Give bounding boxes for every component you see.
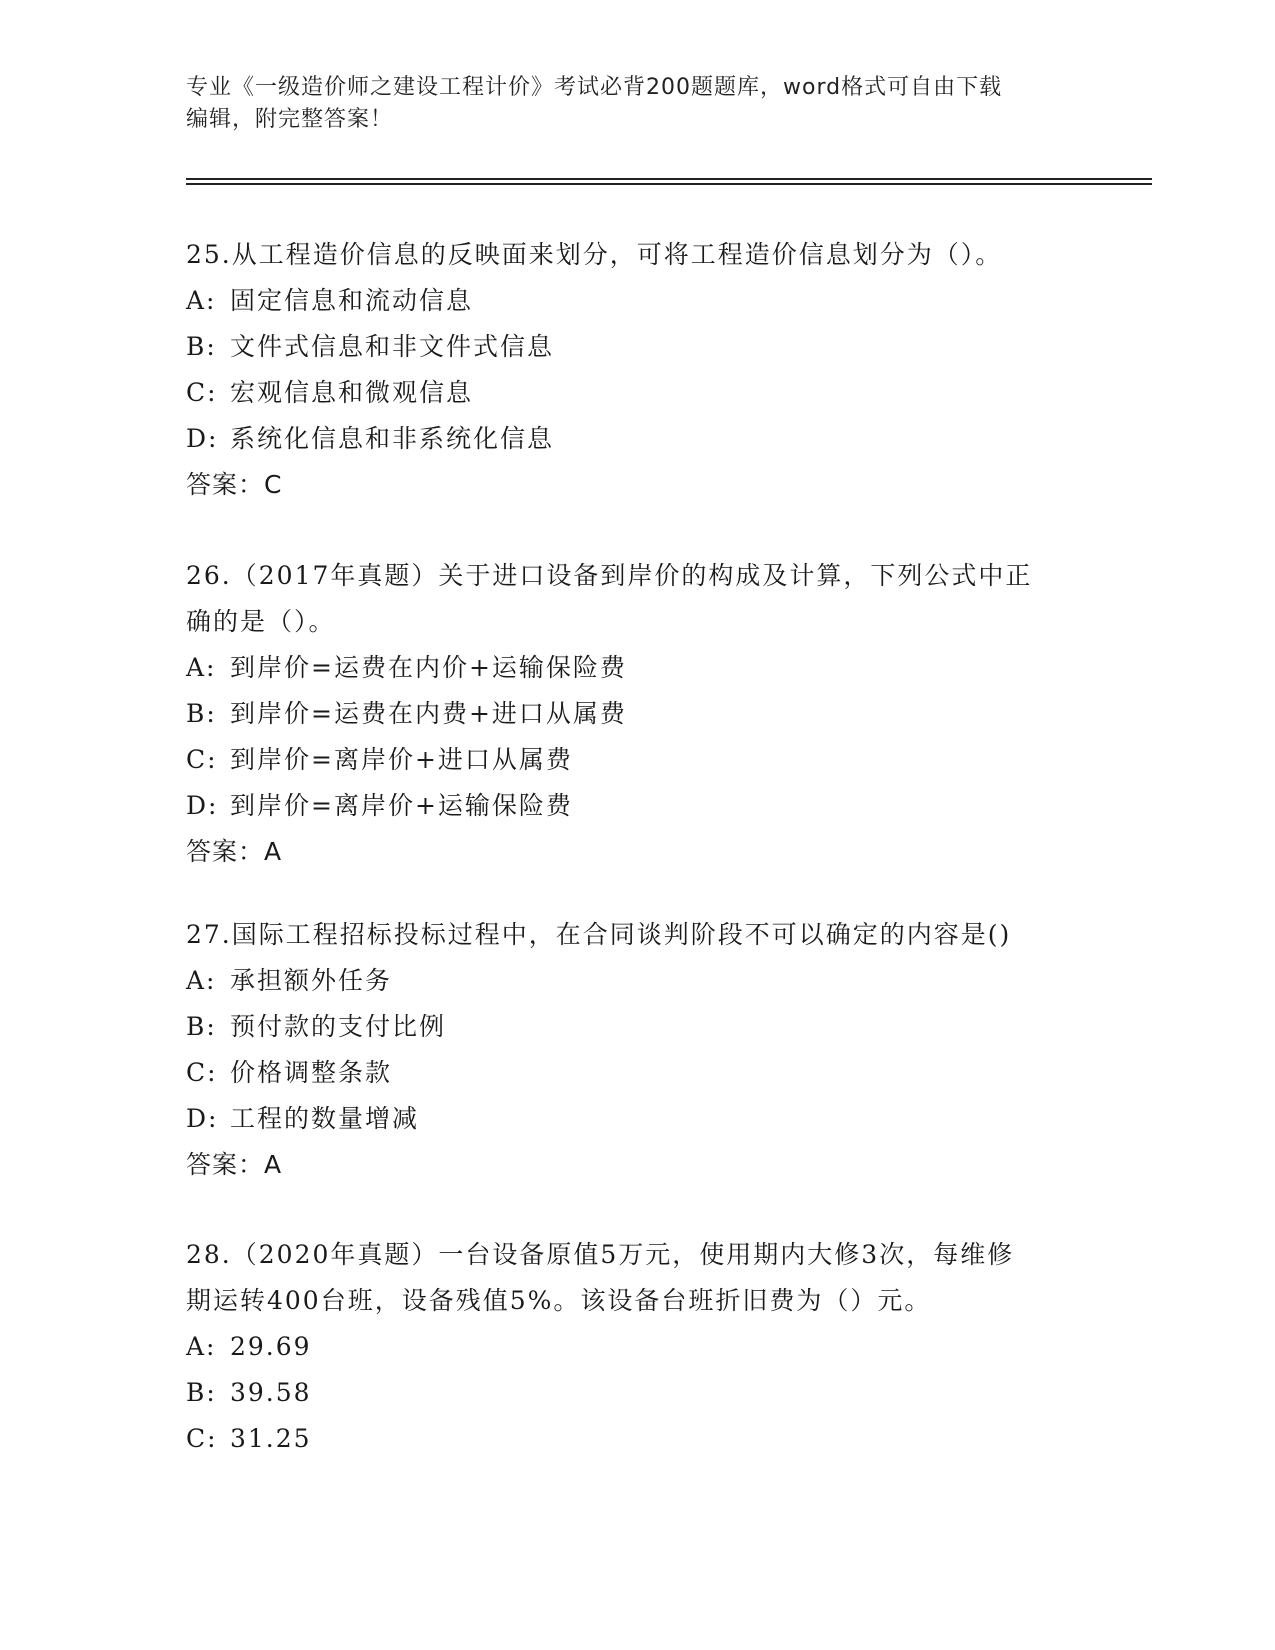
option-text: 预付款的支付比例 xyxy=(230,1012,447,1041)
option-text: 价格调整条款 xyxy=(230,1058,393,1087)
option-a xyxy=(186,278,1086,324)
option-text: 系统化信息和非系统化信息 xyxy=(230,424,555,453)
option-text: 到岸价=离岸价+运输保险费 xyxy=(230,791,573,820)
option-a xyxy=(186,645,1086,691)
option-key: B: xyxy=(186,699,217,728)
option-text: 到岸价=运费在内价+运输保险费 xyxy=(230,653,627,682)
option-key: C: xyxy=(186,1058,218,1087)
question-25 xyxy=(186,232,1086,508)
option-b xyxy=(186,1370,1086,1416)
option-c xyxy=(186,1050,1086,1096)
option-key: D: xyxy=(186,791,219,820)
header-divider-top xyxy=(186,178,1152,180)
option-text: 39.58 xyxy=(230,1378,312,1407)
option-key: C: xyxy=(186,745,218,774)
option-key: B: xyxy=(186,1378,217,1407)
option-key: A: xyxy=(186,653,217,682)
option-text: 工程的数量增减 xyxy=(230,1104,420,1133)
question-27 xyxy=(186,912,1086,1188)
header-line-1: 专业《一级造价师之建设工程计价》考试必背200题题库，word格式可自由下载 xyxy=(186,75,1003,100)
option-b xyxy=(186,691,1086,737)
option-c xyxy=(186,370,1086,416)
option-text: 29.69 xyxy=(230,1332,312,1361)
question-stem-line-1: 28.（2020年真题）一台设备原值5万元，使用期内大修3次，每维修 xyxy=(186,1240,1015,1269)
option-d xyxy=(186,416,1086,462)
answer: 答案：A xyxy=(186,837,283,866)
option-b xyxy=(186,1004,1086,1050)
question-stem: 25.从工程造价信息的反映面来划分，可将工程造价信息划分为（）。 xyxy=(186,240,1003,269)
question-stem-line-1: 26.（2017年真题）关于进口设备到岸价的构成及计算，下列公式中正 xyxy=(186,561,1033,590)
document-header xyxy=(186,72,1086,136)
option-a xyxy=(186,958,1086,1004)
option-text: 31.25 xyxy=(230,1424,312,1453)
header-line-2: 编辑，附完整答案！ xyxy=(186,107,394,132)
option-text: 承担额外任务 xyxy=(230,966,393,995)
header-divider-bottom xyxy=(186,183,1152,185)
option-d xyxy=(186,1096,1086,1142)
option-c xyxy=(186,1416,1086,1462)
option-key: D: xyxy=(186,424,219,453)
question-stem-line-2: 期运转400台班，设备残值5%。该设备台班折旧费为（）元。 xyxy=(186,1286,932,1315)
option-text: 到岸价=离岸价+进口从属费 xyxy=(230,745,573,774)
option-text: 固定信息和流动信息 xyxy=(230,286,474,315)
option-key: D: xyxy=(186,1104,219,1133)
question-stem-line-2: 确的是（）。 xyxy=(186,607,336,636)
option-b xyxy=(186,324,1086,370)
option-c xyxy=(186,737,1086,783)
option-key: B: xyxy=(186,1012,217,1041)
option-key: A: xyxy=(186,966,217,995)
answer: 答案：C xyxy=(186,470,283,499)
option-key: A: xyxy=(186,286,217,315)
question-28 xyxy=(186,1232,1086,1462)
option-text: 宏观信息和微观信息 xyxy=(230,378,474,407)
question-stem: 27.国际工程招标投标过程中，在合同谈判阶段不可以确定的内容是() xyxy=(186,920,1012,949)
answer: 答案：A xyxy=(186,1150,283,1179)
option-key: C: xyxy=(186,1424,218,1453)
option-a xyxy=(186,1324,1086,1370)
option-d xyxy=(186,783,1086,829)
option-key: A: xyxy=(186,1332,217,1361)
option-key: B: xyxy=(186,332,217,361)
option-text: 文件式信息和非文件式信息 xyxy=(230,332,555,361)
question-26 xyxy=(186,553,1086,875)
option-key: C: xyxy=(186,378,218,407)
option-text: 到岸价=运费在内费+进口从属费 xyxy=(230,699,627,728)
